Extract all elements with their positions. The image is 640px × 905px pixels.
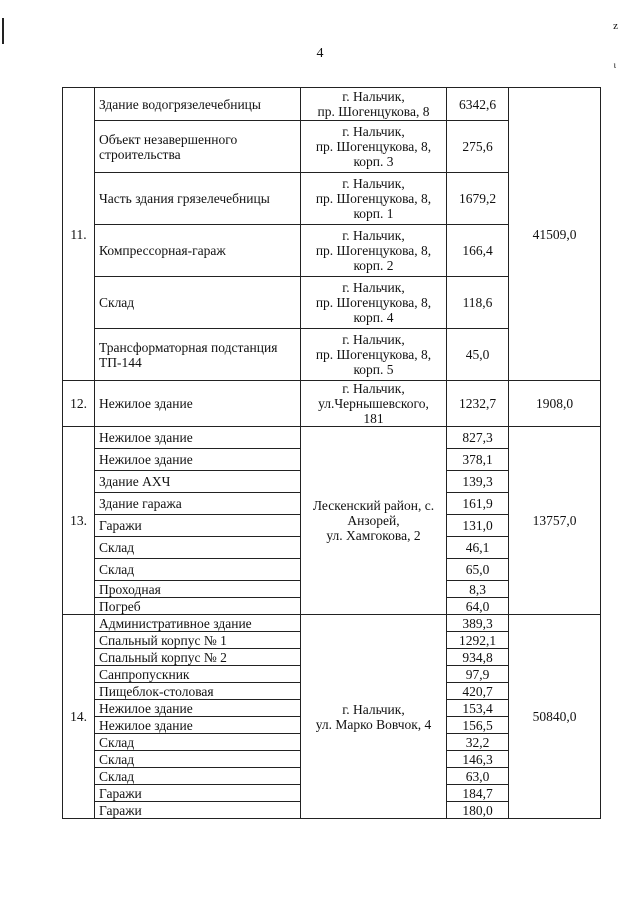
table-row — [63, 615, 601, 632]
object-name: Склад — [95, 751, 301, 768]
object-name: Склад — [95, 537, 301, 559]
object-name: Склад — [95, 559, 301, 581]
object-name: Гаражи — [95, 785, 301, 802]
object-name: Трансформаторная подстанция ТП-144 — [95, 329, 301, 381]
object-name: Нежилое здание — [95, 381, 301, 427]
group-number: 11. — [63, 88, 95, 381]
land-area: 41509,0 — [509, 88, 601, 381]
group-number: 12. — [63, 381, 95, 427]
land-area: 13757,0 — [509, 427, 601, 615]
object-name: Спальный корпус № 2 — [95, 649, 301, 666]
object-name: Проходная — [95, 581, 301, 598]
object-name: Склад — [95, 277, 301, 329]
table-row — [63, 427, 601, 449]
object-name: Объект незавершенного строительства — [95, 121, 301, 173]
object-area: 46,1 — [447, 537, 509, 559]
object-name: Гаражи — [95, 515, 301, 537]
object-address: г. Нальчик, пр. Шогенцукова, 8, корп. 5 — [301, 329, 447, 381]
land-area: 50840,0 — [509, 615, 601, 819]
object-area: 934,8 — [447, 649, 509, 666]
scan-edge-mark — [2, 18, 4, 44]
object-name: Нежилое здание — [95, 700, 301, 717]
object-area: 166,4 — [447, 225, 509, 277]
object-area: 45,0 — [447, 329, 509, 381]
object-area: 378,1 — [447, 449, 509, 471]
object-area: 64,0 — [447, 598, 509, 615]
object-area: 65,0 — [447, 559, 509, 581]
object-area: 97,9 — [447, 666, 509, 683]
property-table — [62, 87, 601, 819]
object-area: 1232,7 — [447, 381, 509, 427]
object-area: 1679,2 — [447, 173, 509, 225]
object-area: 131,0 — [447, 515, 509, 537]
object-area: 32,2 — [447, 734, 509, 751]
object-area: 161,9 — [447, 493, 509, 515]
land-area: 1908,0 — [509, 381, 601, 427]
object-name: Нежилое здание — [95, 449, 301, 471]
table-row — [63, 381, 601, 427]
object-area: 180,0 — [447, 802, 509, 819]
table-row — [63, 88, 601, 121]
object-name: Пищеблок-столовая — [95, 683, 301, 700]
corner-mark-small: ι — [613, 60, 616, 70]
object-name: Компрессорная-гараж — [95, 225, 301, 277]
object-name: Нежилое здание — [95, 427, 301, 449]
group-address: Лескенский район, с. Анзорей, ул. Хамгокова, 2 — [301, 427, 447, 615]
object-address: г. Нальчик, пр. Шогенцукова, 8, корп. 4 — [301, 277, 447, 329]
object-name: Санпропускник — [95, 666, 301, 683]
object-address: г. Нальчик, ул.Чернышевского, 181 — [301, 381, 447, 427]
object-name: Склад — [95, 734, 301, 751]
object-area: 156,5 — [447, 717, 509, 734]
object-name: Спальный корпус № 1 — [95, 632, 301, 649]
corner-mark: z — [613, 20, 618, 32]
group-address: г. Нальчик, ул. Марко Вовчок, 4 — [301, 615, 447, 819]
object-name: Гаражи — [95, 802, 301, 819]
object-area: 275,6 — [447, 121, 509, 173]
object-area: 1292,1 — [447, 632, 509, 649]
object-name: Здание гаража — [95, 493, 301, 515]
object-name: Здание АХЧ — [95, 471, 301, 493]
group-number: 13. — [63, 427, 95, 615]
object-address: г. Нальчик, пр. Шогенцукова, 8, корп. 3 — [301, 121, 447, 173]
object-area: 184,7 — [447, 785, 509, 802]
group-number: 14. — [63, 615, 95, 819]
object-name: Здание водогрязелечебницы — [95, 88, 301, 121]
object-area: 420,7 — [447, 683, 509, 700]
object-name: Часть здания грязелечебницы — [95, 173, 301, 225]
object-area: 139,3 — [447, 471, 509, 493]
object-name: Погреб — [95, 598, 301, 615]
object-area: 6342,6 — [447, 88, 509, 121]
object-address: г. Нальчик, пр. Шогенцукова, 8 — [301, 88, 447, 121]
object-name: Склад — [95, 768, 301, 785]
object-address: г. Нальчик, пр. Шогенцукова, 8, корп. 1 — [301, 173, 447, 225]
object-name: Нежилое здание — [95, 717, 301, 734]
object-area: 153,4 — [447, 700, 509, 717]
object-area: 8,3 — [447, 581, 509, 598]
object-area: 827,3 — [447, 427, 509, 449]
object-address: г. Нальчик, пр. Шогенцукова, 8, корп. 2 — [301, 225, 447, 277]
object-area: 389,3 — [447, 615, 509, 632]
object-area: 63,0 — [447, 768, 509, 785]
page-number: 4 — [316, 46, 324, 61]
object-area: 118,6 — [447, 277, 509, 329]
object-name: Административное здание — [95, 615, 301, 632]
object-area: 146,3 — [447, 751, 509, 768]
